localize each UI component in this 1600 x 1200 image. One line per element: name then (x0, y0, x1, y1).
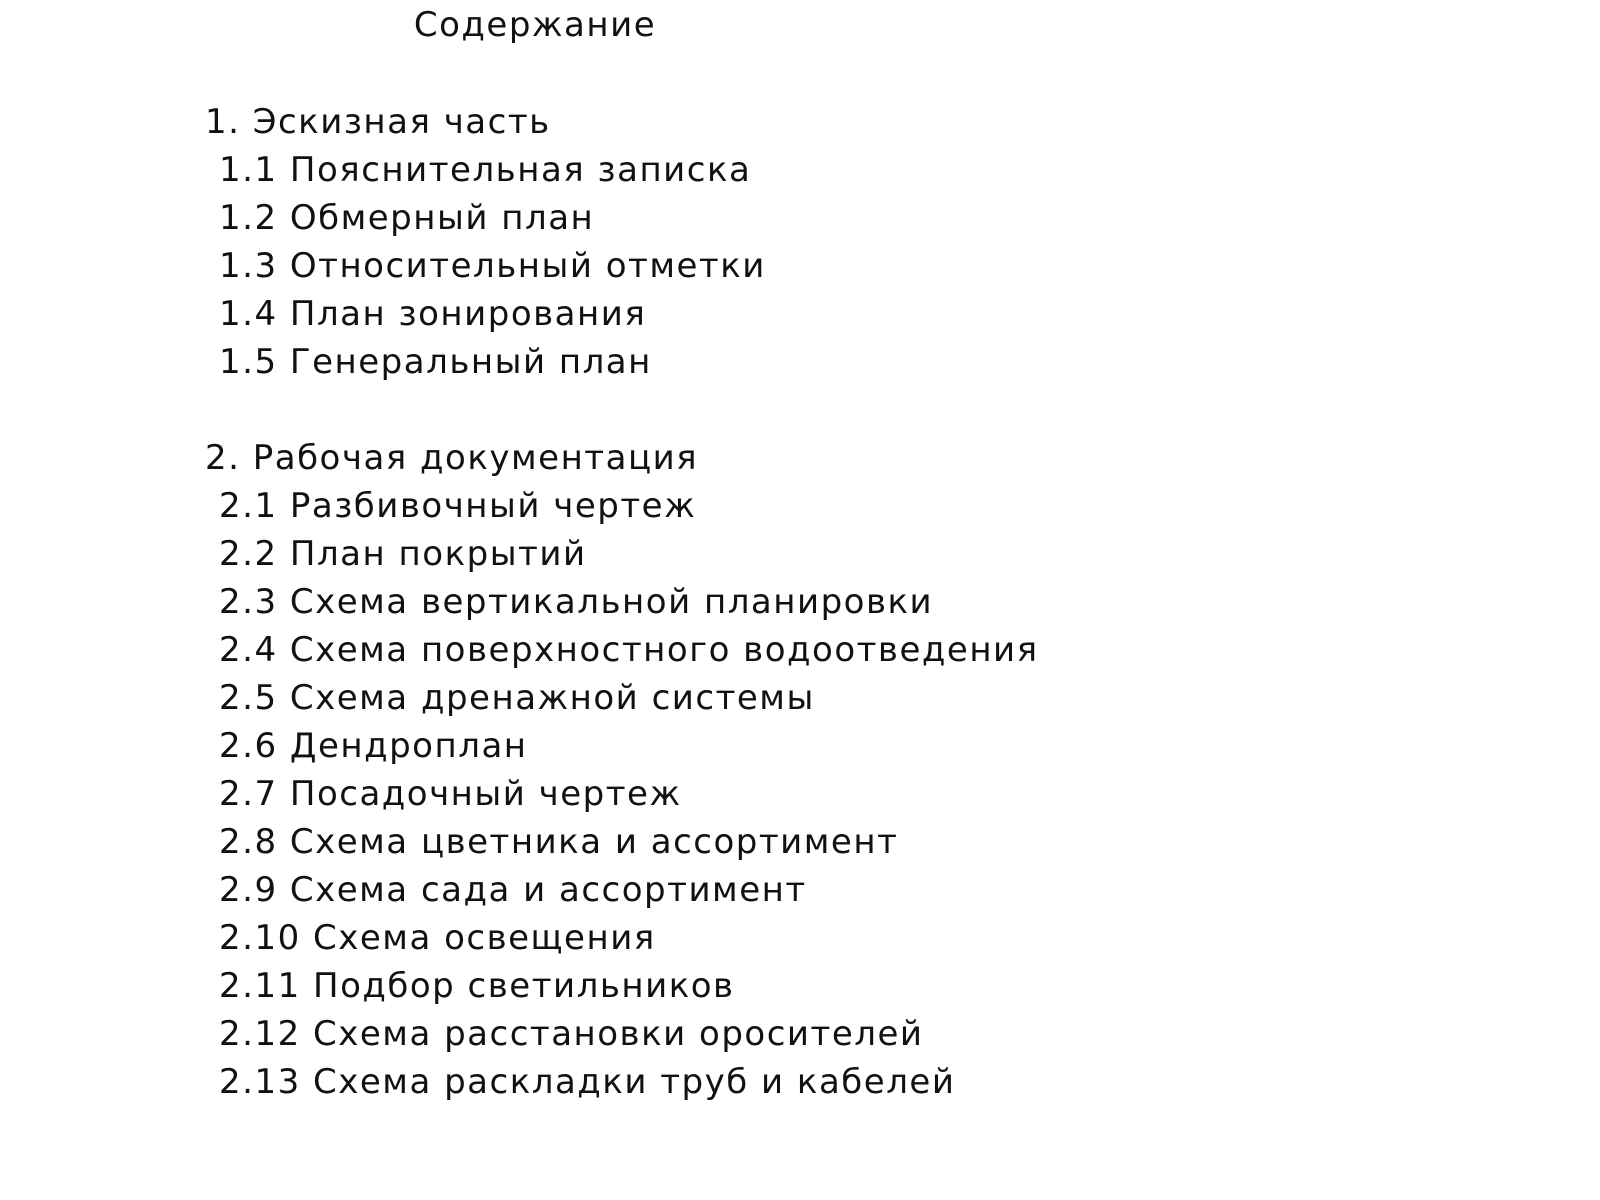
page-title: Содержание (413, 5, 657, 45)
section-heading: 1. Эскизная часть (205, 102, 551, 142)
list-item: 1.4 План зонирования (219, 294, 647, 334)
list-item: 2.5 Схема дренажной системы (219, 678, 815, 718)
table-of-contents (205, 98, 1405, 1106)
list-item: 2.7 Посадочный чертеж (219, 774, 682, 814)
list-item: 2.2 План покрытий (219, 534, 587, 574)
list-item: 1.2 Обмерный план (219, 198, 595, 238)
section-spacer (205, 386, 1405, 434)
list-item: 2.3 Схема вертикальной планировки (219, 582, 934, 622)
list-item: 2.8 Схема цветника и ассортимент (219, 822, 899, 862)
section-heading: 2. Рабочая документация (205, 438, 699, 478)
list-item: 2.9 Схема сада и ассортимент (219, 870, 807, 910)
list-item: 1.1 Пояснительная записка (219, 150, 752, 190)
list-item: 2.12 Схема расстановки оросителей (219, 1014, 924, 1054)
list-item: 2.13 Схема раскладки труб и кабелей (219, 1062, 956, 1102)
list-item: 1.3 Относительный отметки (219, 246, 766, 286)
list-item: 2.6 Дендроплан (219, 726, 528, 766)
list-item: 1.5 Генеральный план (219, 342, 652, 382)
list-item: 2.1 Разбивочный чертеж (219, 486, 697, 526)
list-item: 2.10 Схема освещения (219, 918, 656, 958)
list-item: 2.11 Подбор светильников (219, 966, 735, 1006)
list-item: 2.4 Схема поверхностного водоотведения (219, 630, 1039, 670)
